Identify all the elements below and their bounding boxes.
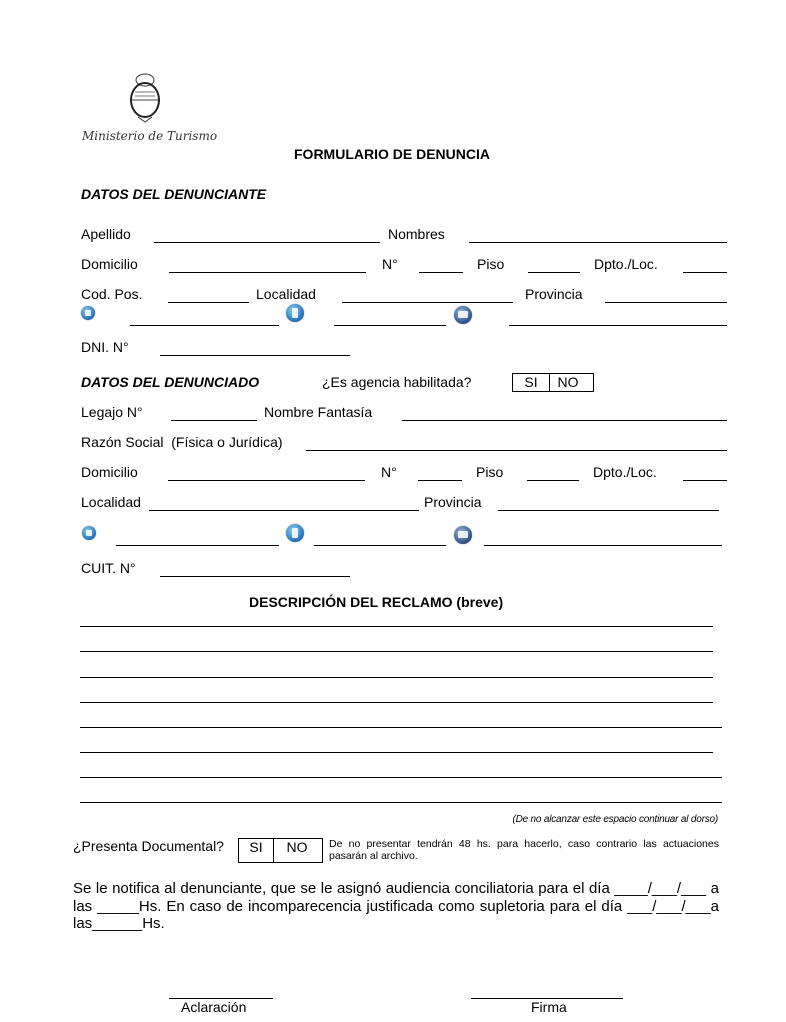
reclamo-note: (De no alcanzar este espacio continuar al dorso) (512, 814, 718, 825)
field-legajo[interactable] (171, 420, 257, 421)
field-cuit[interactable] (160, 576, 350, 577)
documental-note: De no presentar tendrán 48 hs. para hacerlo, caso contrario las actuaciones pasarán al archivo. (329, 838, 719, 862)
field-apellido[interactable] (154, 242, 380, 243)
ministry-logo (80, 70, 218, 145)
label-aclaracion: Aclaración (181, 999, 247, 1015)
label-dpto-denunciado: Dpto./Loc. (593, 464, 657, 480)
label-provincia: Provincia (525, 286, 583, 302)
mobile-phone-icon (286, 524, 304, 542)
section-heading-denunciado: DATOS DEL DENUNCIADO (81, 374, 260, 390)
documental-si-option[interactable]: SI (239, 839, 274, 862)
field-domicilio-denunciado[interactable] (168, 480, 365, 481)
label-dni: DNI. N° (81, 339, 129, 355)
reclamo-line (80, 802, 722, 803)
field-telefono[interactable] (130, 325, 279, 326)
label-numero: N° (382, 256, 398, 272)
label-provincia-denunciado: Provincia (424, 494, 482, 510)
label-presenta-documental: ¿Presenta Documental? (73, 838, 224, 854)
label-agencia-habilitada: ¿Es agencia habilitada? (322, 374, 472, 390)
notification-paragraph: Se le notifica al denunciante, que se le asignó audiencia conciliatoria para el día ____/___/___ a las _____Hs. En caso de incomparecencia justificada como supletoria para el día ___/___/___a las______Hs. (73, 880, 719, 932)
label-firma: Firma (531, 999, 567, 1015)
email-icon (454, 306, 472, 324)
field-celular-denunciado[interactable] (314, 545, 446, 546)
label-razon-social: Razón Social (Física o Jurídica) (81, 434, 283, 450)
label-cod-pos: Cod. Pos. (81, 286, 143, 302)
field-provincia[interactable] (605, 302, 727, 303)
field-domicilio[interactable] (169, 272, 366, 273)
label-dpto: Dpto./Loc. (594, 256, 658, 272)
label-apellido: Apellido (81, 226, 131, 242)
label-localidad: Localidad (256, 286, 316, 302)
documental-no-option[interactable]: NO (286, 839, 308, 855)
label-piso: Piso (477, 256, 505, 272)
field-telefono-denunciado[interactable] (116, 545, 279, 546)
reclamo-line (80, 626, 713, 627)
field-celular[interactable] (334, 325, 446, 326)
field-dpto[interactable] (683, 272, 727, 273)
label-legajo: Legajo N° (81, 404, 143, 420)
field-numero-denunciado[interactable] (418, 480, 462, 481)
label-nombres: Nombres (388, 226, 445, 242)
field-nombre-fantasia[interactable] (402, 420, 727, 421)
agencia-no-option[interactable]: NO (557, 374, 579, 390)
documental-si-no-box (238, 838, 323, 863)
mobile-phone-icon (286, 304, 304, 322)
phone-icon (81, 306, 95, 320)
reclamo-line (80, 651, 713, 652)
field-provincia-denunciado[interactable] (498, 510, 719, 511)
reclamo-line (80, 777, 722, 778)
coat-of-arms-icon (80, 70, 210, 125)
label-localidad-denunciado: Localidad (81, 494, 141, 510)
reclamo-line (80, 702, 713, 703)
field-dpto-denunciado[interactable] (683, 480, 727, 481)
field-email-denunciado[interactable] (484, 545, 722, 546)
agencia-si-no-box (512, 373, 594, 392)
section-heading-denunciante: DATOS DEL DENUNCIANTE (81, 186, 267, 202)
reclamo-line (80, 727, 722, 728)
field-piso-denunciado[interactable] (527, 480, 579, 481)
field-numero[interactable] (419, 272, 463, 273)
field-localidad[interactable] (342, 302, 513, 303)
field-nombres[interactable] (469, 242, 727, 243)
section-heading-reclamo: DESCRIPCIÓN DEL RECLAMO (breve) (249, 594, 504, 610)
field-dni[interactable] (160, 355, 350, 356)
label-cuit: CUIT. N° (81, 560, 136, 576)
reclamo-line (80, 752, 713, 753)
phone-icon (82, 526, 96, 540)
field-razon-social[interactable] (306, 450, 727, 451)
ministry-caption: Ministerio de Turismo (82, 129, 218, 143)
label-domicilio-denunciado: Domicilio (81, 464, 138, 480)
field-piso[interactable] (528, 272, 580, 273)
field-cod-pos[interactable] (168, 302, 249, 303)
label-domicilio: Domicilio (81, 256, 138, 272)
label-nombre-fantasia: Nombre Fantasía (264, 404, 373, 420)
email-icon (454, 526, 472, 544)
agencia-si-option[interactable]: SI (513, 374, 550, 391)
form-title: FORMULARIO DE DENUNCIA (294, 146, 490, 162)
label-piso-denunciado: Piso (476, 464, 504, 480)
field-localidad-denunciado[interactable] (149, 510, 419, 511)
label-numero-denunciado: N° (381, 464, 397, 480)
field-email[interactable] (509, 325, 727, 326)
reclamo-line (80, 677, 713, 678)
